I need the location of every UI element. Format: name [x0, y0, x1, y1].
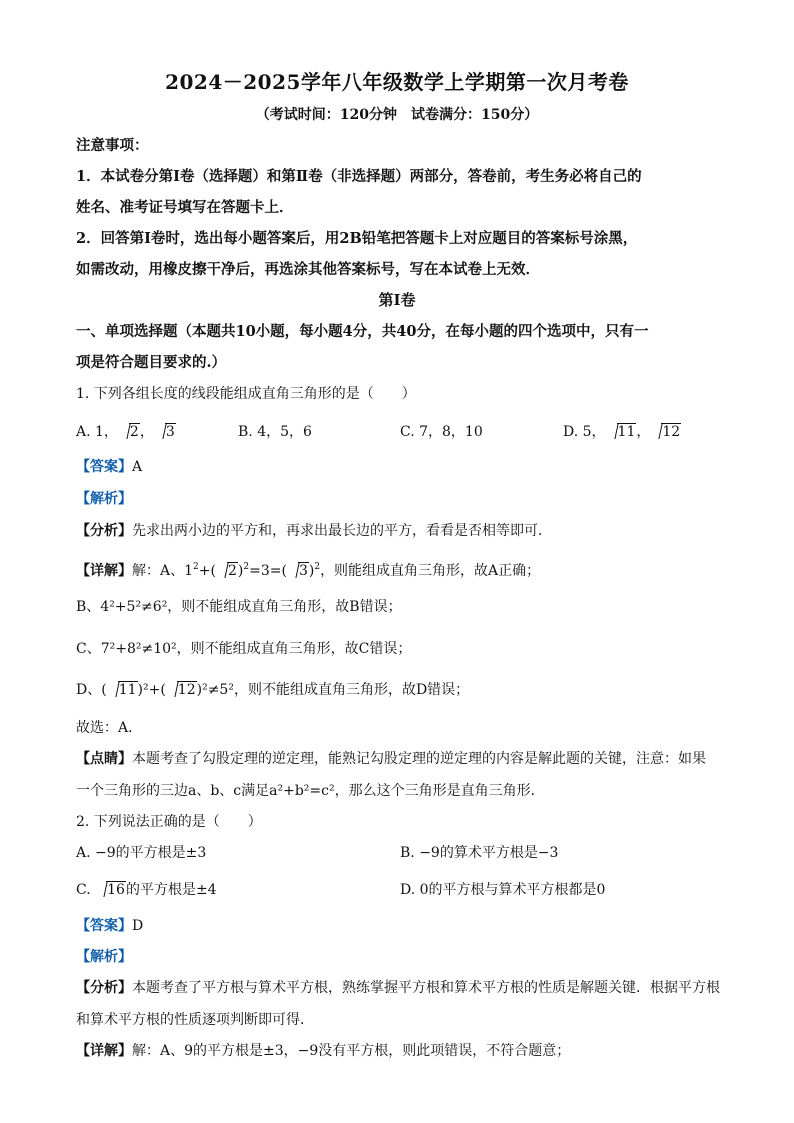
q1-option-a-sep: ， — [139, 424, 154, 440]
q2-option-d: D. 0的平方根与算术平方根都是0 — [400, 882, 606, 898]
q1-option-a — [76, 422, 176, 442]
q1-answer-value: A — [132, 459, 143, 475]
q1-option-d-prefix: D. 5， — [563, 424, 606, 440]
q1-detail-b: B、4²+5²≠6²，则不能组成直角三角形，故B错误； — [76, 599, 402, 615]
fenxi-tag: 【分析】 — [76, 523, 132, 539]
q1-option-a-radicand-2: 3 — [165, 424, 175, 440]
volume-heading: 第Ⅰ卷 — [378, 291, 416, 309]
note-1-line-1: 1．本试卷分第Ⅰ卷（选择题）和第Ⅱ卷（非选择题）两部分，答卷前，考生务必将自己的 — [76, 168, 642, 185]
dianjing-tag: 【点睛】 — [76, 751, 132, 767]
q1-fenxi-text: 先求出两小边的平方和，再求出最长边的平方，看看是否相等即可． — [132, 523, 552, 539]
q2-option-c-post: 的平方根是±4 — [125, 882, 217, 898]
note-2-line-2: 如需改动，用橡皮擦干净后，再选涂其他答案标号，写在本试卷上无效． — [76, 261, 540, 278]
analysis-tag: 【解析】 — [76, 491, 132, 507]
q1-detail-d-radicand-2: 12 — [177, 682, 196, 698]
q1-fenxi — [76, 521, 552, 541]
sqrt-symbol — [97, 880, 126, 900]
sqrt-symbol — [218, 561, 238, 581]
answer-tag: 【答案】 — [76, 918, 132, 934]
sqrt-symbol — [168, 680, 197, 700]
q1-option-d — [563, 422, 681, 442]
q1-detail-a-radicand-2: 3 — [298, 563, 308, 579]
q1-option-d-radicand-2: 12 — [662, 424, 681, 440]
q2-option-c — [76, 880, 217, 900]
section-heading-line-1: 一、单项选择题（本题共10小题，每小题4分，共40分，在每小题的四个选项中，只有一 — [76, 323, 649, 340]
sqrt-symbol — [289, 561, 309, 581]
q1-detail-a-mid3: =3=( — [249, 563, 287, 579]
answer-tag: 【答案】 — [76, 459, 132, 475]
xiangjie-tag: 【详解】 — [76, 1043, 132, 1059]
q2-answer — [76, 916, 143, 936]
q1-choice: 故选：A． — [76, 720, 143, 736]
q1-detail-a: 【详解】解：A、$1^2+$( 2)$^2$=3=( 3)$^2$，则能组成直角三角形，故A正确； — [76, 562, 541, 579]
q1-dianjing-text-1: 本题考查了勾股定理的逆定理，能熟记勾股定理的逆定理的内容是解此题的关键，注意：如果 — [132, 751, 706, 767]
q1-option-a-radicand-1: 2 — [129, 424, 139, 440]
q2-fenxi-text-1: 本题考查了平方根与算术平方根，熟练掌握平方根和算术平方根的性质是解题关键．根据平方根 — [132, 980, 720, 996]
analysis-tag: 【解析】 — [76, 949, 132, 965]
q2-stem: 2. 下列说法正确的是（ ） — [76, 814, 262, 830]
q1-detail-a-mid2: ) — [237, 563, 244, 579]
q1-option-b: B. 4，5，6 — [238, 424, 312, 440]
xiangjie-tag: 【详解】 — [76, 563, 132, 579]
q1-option-d-sep: ， — [636, 424, 651, 440]
q1-dianjing-line-2: 一个三角形的三边a、b、c满足a²+b²=c²，那么这个三角形是直角三角形． — [76, 783, 545, 799]
q1-detail-c: C、7²+8²≠10²，则不能组成直角三角形，故C错误； — [76, 641, 412, 657]
q2-fenxi-line-1 — [76, 978, 720, 998]
sqrt-symbol — [156, 422, 176, 442]
q1-detail-d-pre: D、( — [76, 682, 107, 698]
q1-option-a-prefix: A. 1， — [76, 424, 118, 440]
q1-detail-d-post: )²≠5²，则不能组成直角三角形，故D错误； — [196, 682, 470, 698]
q2-detail-a-text: 解：A、9的平方根是±3，−9没有平方根，则此项错误，不符合题意； — [132, 1043, 571, 1059]
q2-jiexi — [76, 947, 132, 967]
q1-stem: 1. 下列各组长度的线段能组成直角三角形的是（ ） — [76, 386, 416, 402]
q1-detail-a-post: ，则能组成直角三角形，故A正确； — [320, 563, 541, 579]
q2-option-c-prefix: C. — [76, 882, 96, 898]
notes-heading: 注意事项： — [76, 137, 149, 154]
q1-answer — [76, 457, 142, 477]
q1-option-d-radicand-1: 11 — [617, 424, 636, 440]
q1-dianjing-line-1 — [76, 749, 706, 769]
q1-option-c: C. 7，8，10 — [400, 424, 483, 440]
section-heading-line-2: 项是符合题目要求的.） — [76, 354, 227, 371]
note-1-line-2: 姓名、准考证号填写在答题卡上． — [76, 199, 294, 216]
q2-option-c-radicand: 16 — [107, 882, 125, 898]
note-2-line-1: 2．回答第Ⅰ卷时，选出每小题答案后，用2B铅笔把答题卡上对应题目的答案标号涂黑， — [76, 230, 638, 247]
sqrt-symbol — [608, 422, 637, 442]
q1-detail-d-mid: )²+( — [137, 682, 166, 698]
q2-detail-a — [76, 1041, 570, 1061]
q1-detail-a-mid1: +( — [198, 563, 216, 579]
page-title: 2024－2025学年八年级数学上学期第一次月考卷 — [165, 70, 629, 94]
q2-option-b: B. −9的算术平方根是−3 — [400, 845, 559, 861]
sqrt-symbol — [652, 422, 681, 442]
q2-answer-value: D — [132, 918, 144, 934]
sqrt-symbol — [109, 680, 138, 700]
q2-option-a: A. −9的平方根是±3 — [76, 845, 207, 861]
q1-detail-a-pre: 解：A、1 — [132, 563, 194, 579]
exam-info: （考试时间：120分钟 试卷满分：150分） — [255, 107, 539, 123]
fenxi-tag: 【分析】 — [76, 980, 132, 996]
q1-detail-d-radicand-1: 11 — [118, 682, 137, 698]
q1-detail-d — [76, 680, 469, 700]
sqrt-symbol — [120, 422, 140, 442]
q1-jiexi — [76, 489, 132, 509]
q1-detail-a-radicand-1: 2 — [227, 563, 237, 579]
q2-fenxi-line-2: 和算术平方根的性质逐项判断即可得． — [76, 1012, 314, 1028]
